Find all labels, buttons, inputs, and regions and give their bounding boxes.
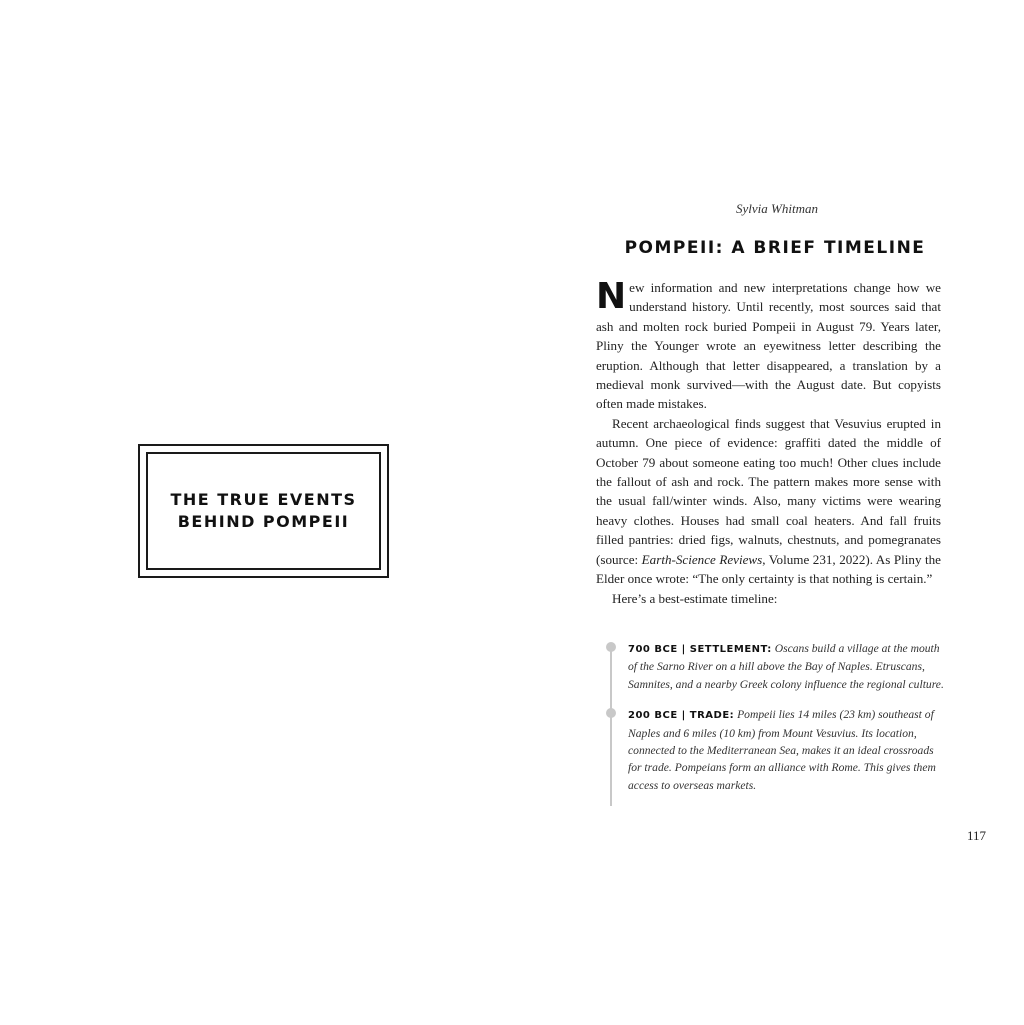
paragraph-1-text: ew information and new interpretations change how we understand history. Until recently, most sources said that ash and molten rock buried Pompeii in August 79. Years later, Pliny the Younger wrote an eyewitness letter describing the eruption. Although that letter disappeared, a translation by a medieval monk survived—with the August date. But copyists often made mistakes.: [596, 280, 941, 412]
chapter-title-line-1: THE TRUE EVENTS: [170, 490, 357, 509]
chapter-title-box-inner: [146, 452, 381, 570]
timeline-entry-text: [628, 706, 946, 794]
timeline-entry: [606, 640, 946, 693]
chapter-title-box: [138, 444, 389, 578]
paragraph-2-source: Earth-Science Reviews: [641, 551, 763, 567]
body-text: [596, 278, 941, 608]
right-page: [512, 0, 1024, 1025]
paragraph-1: [596, 278, 941, 414]
timeline-entry-label: 700 BCE | SETTLEMENT:: [628, 644, 772, 655]
running-head-author: Sylvia Whitman: [736, 201, 818, 216]
section-title: POMPEII: A BRIEF TIMELINE: [624, 238, 926, 258]
drop-cap: N: [596, 276, 627, 317]
timeline: [606, 640, 946, 807]
chapter-title: [170, 489, 356, 533]
paragraph-2-text-b: , Volume 231, 2022). As Pliny the Elder once wrote: “The only certainty is that nothing is certain.”: [596, 551, 941, 587]
paragraph-2-text-a: Recent archaeological finds suggest that Vesuvius erupted in autumn. One piece of evidence: graffiti dated the middle of October 79 about someone eating too much! Other clues include the fallout of ash and rock. The pattern makes more sense with the usual fall/winter winds. Also, many victims were wearing heavy clothes. Houses had small coal heaters. And fall fruits filled pantries: dried figs, walnuts, chestnuts, and pomegranates (source:: [596, 415, 941, 567]
timeline-entry-label: 200 BCE | TRADE:: [628, 710, 735, 722]
timeline-entry-description: Pompeii lies 14 miles (23 km) southeast of Naples and 6 miles (10 km) from Mount Vesuvius. Its location, connected to the Mediterranean Sea, makes it an ideal crossroads for trade. Pompeians form an alliance with Rome. This gives them access to overseas markets.: [628, 708, 936, 792]
paragraph-3: Here’s a best-estimate timeline:: [612, 590, 778, 606]
page-number: 117: [967, 828, 987, 843]
chapter-title-line-2: BEHIND POMPEII: [177, 512, 350, 531]
timeline-entry-text: [628, 640, 946, 693]
timeline-entry: [606, 706, 946, 794]
timeline-dot-icon: [606, 708, 616, 718]
timeline-entry-description: Oscans build a village at the mouth of the Sarno River on a hill above the Bay of Naples. Etruscans, Samnites, and a nearby Greek colony influence the regional culture.: [628, 642, 944, 691]
paragraph-2: [596, 414, 941, 589]
timeline-dot-icon: [606, 642, 616, 652]
